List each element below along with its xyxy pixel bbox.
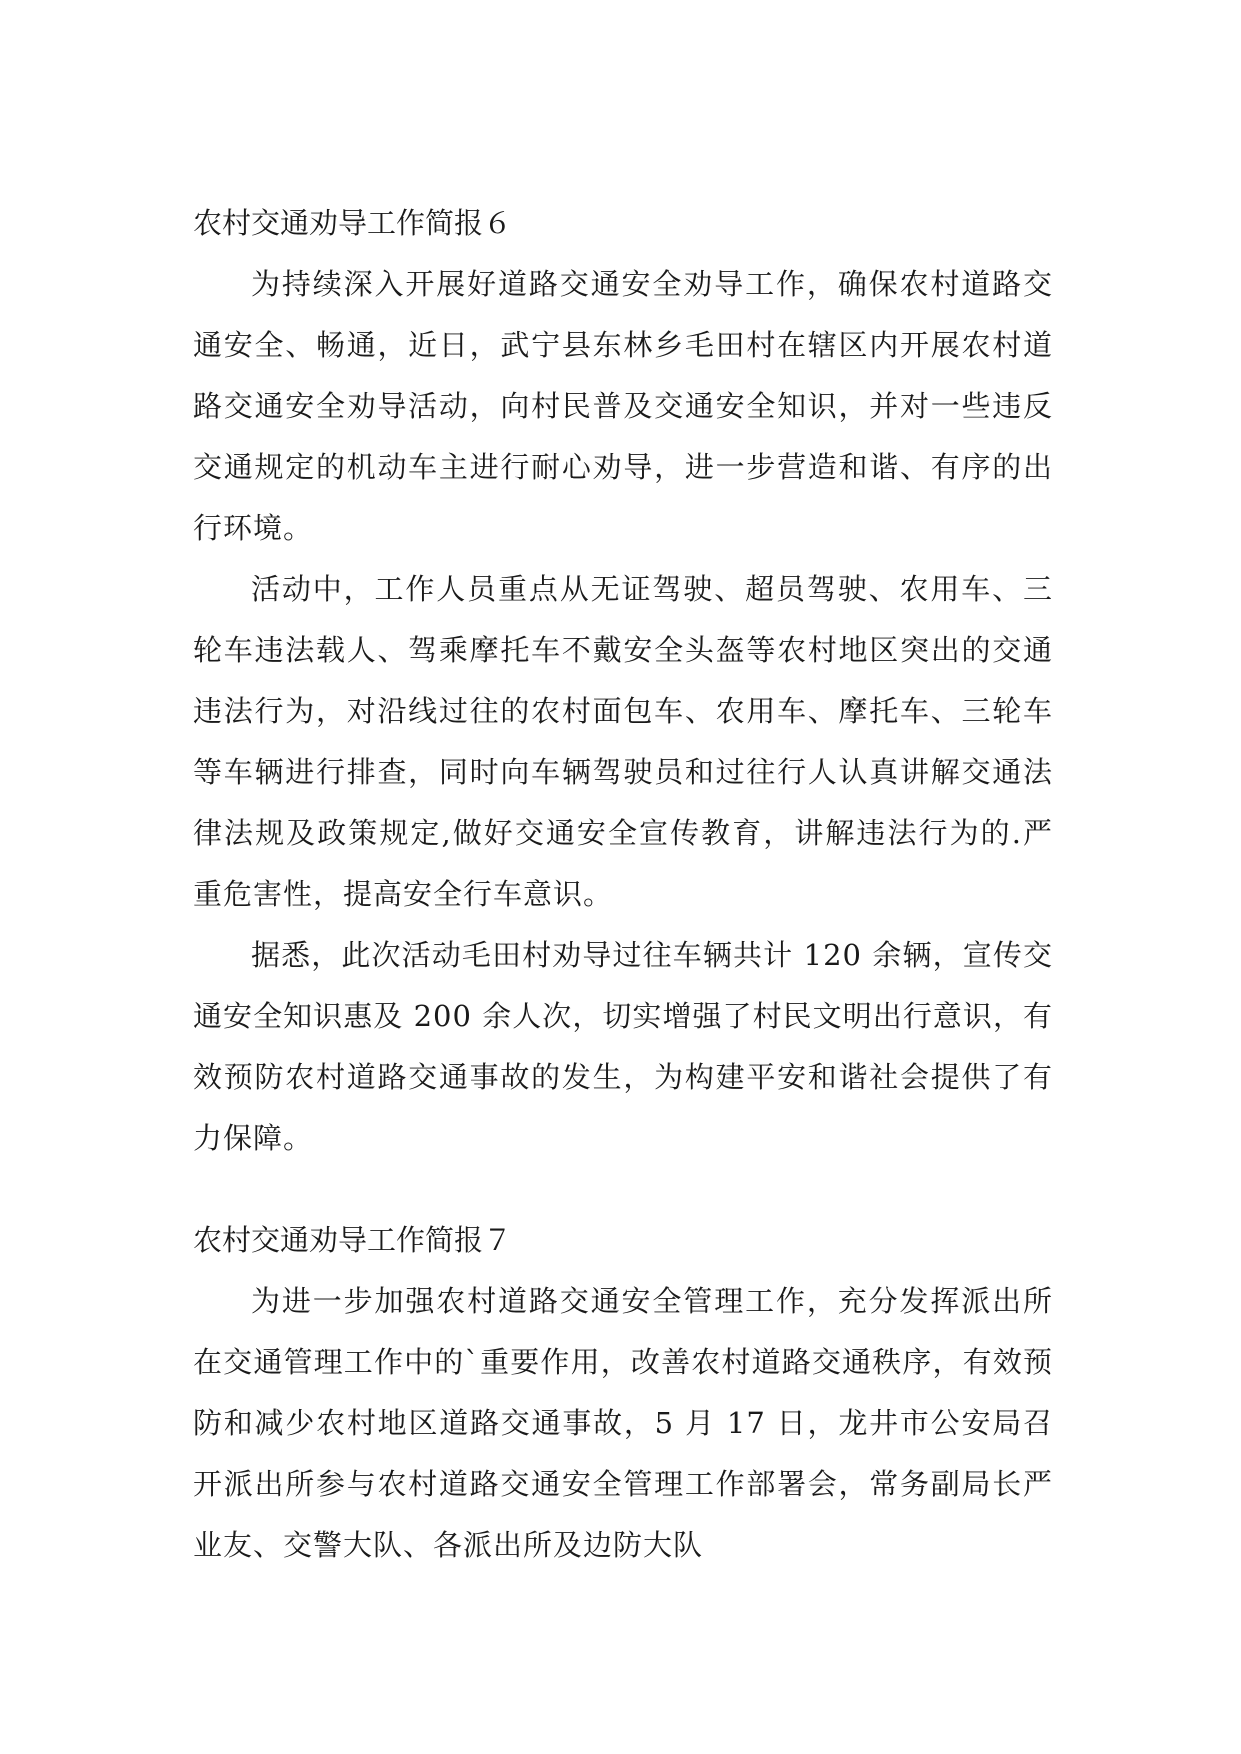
- section-title: 农村交通劝导工作简报７: [193, 1223, 513, 1257]
- section-title: 农村交通劝导工作简报６: [193, 206, 513, 240]
- paragraph: 为进一步加强农村道路交通安全管理工作，充分发挥派出所在交通管理工作中的`重要作用，改善农村道路交通秩序，有效预防和减少农村地区道路交通事故，5 月 17 日，龙井市公安局召开派出所参与农村道路交通安全管理工作部署会，常务副局长严业友、交警大队、各派出所及边防大队: [193, 1284, 1053, 1562]
- paragraph: 活动中，工作人员重点从无证驾驶、超员驾驶、农用车、三轮车违法载人、驾乘摩托车不戴安全头盔等农村地区突出的交通违法行为，对沿线过往的农村面包车、农用车、摩托车、三轮车等车辆进行排查，同时向车辆驾驶员和过往行人认真讲解交通法律法规及政策规定,做好交通安全宣传教育，讲解违法行为的.严重危害性，提高安全行车意识。: [193, 572, 1053, 911]
- briefing-section-6: [193, 193, 1053, 1169]
- paragraph: 据悉，此次活动毛田村劝导过往车辆共计 120 余辆，宣传交通安全知识惠及 200 余人次，切实增强了村民文明出行意识，有效预防农村道路交通事故的发生，为构建平安和谐社会提供了有力保障。: [193, 938, 1053, 1155]
- briefing-section-7: [193, 1210, 1053, 1576]
- paragraph: 为持续深入开展好道路交通安全劝导工作，确保农村道路交通安全、畅通，近日，武宁县东林乡毛田村在辖区内开展农村道路交通安全劝导活动，向村民普及交通安全知识，并对一些违反交通规定的机动车主进行耐心劝导，进一步营造和谐、有序的出行环境。: [193, 267, 1053, 545]
